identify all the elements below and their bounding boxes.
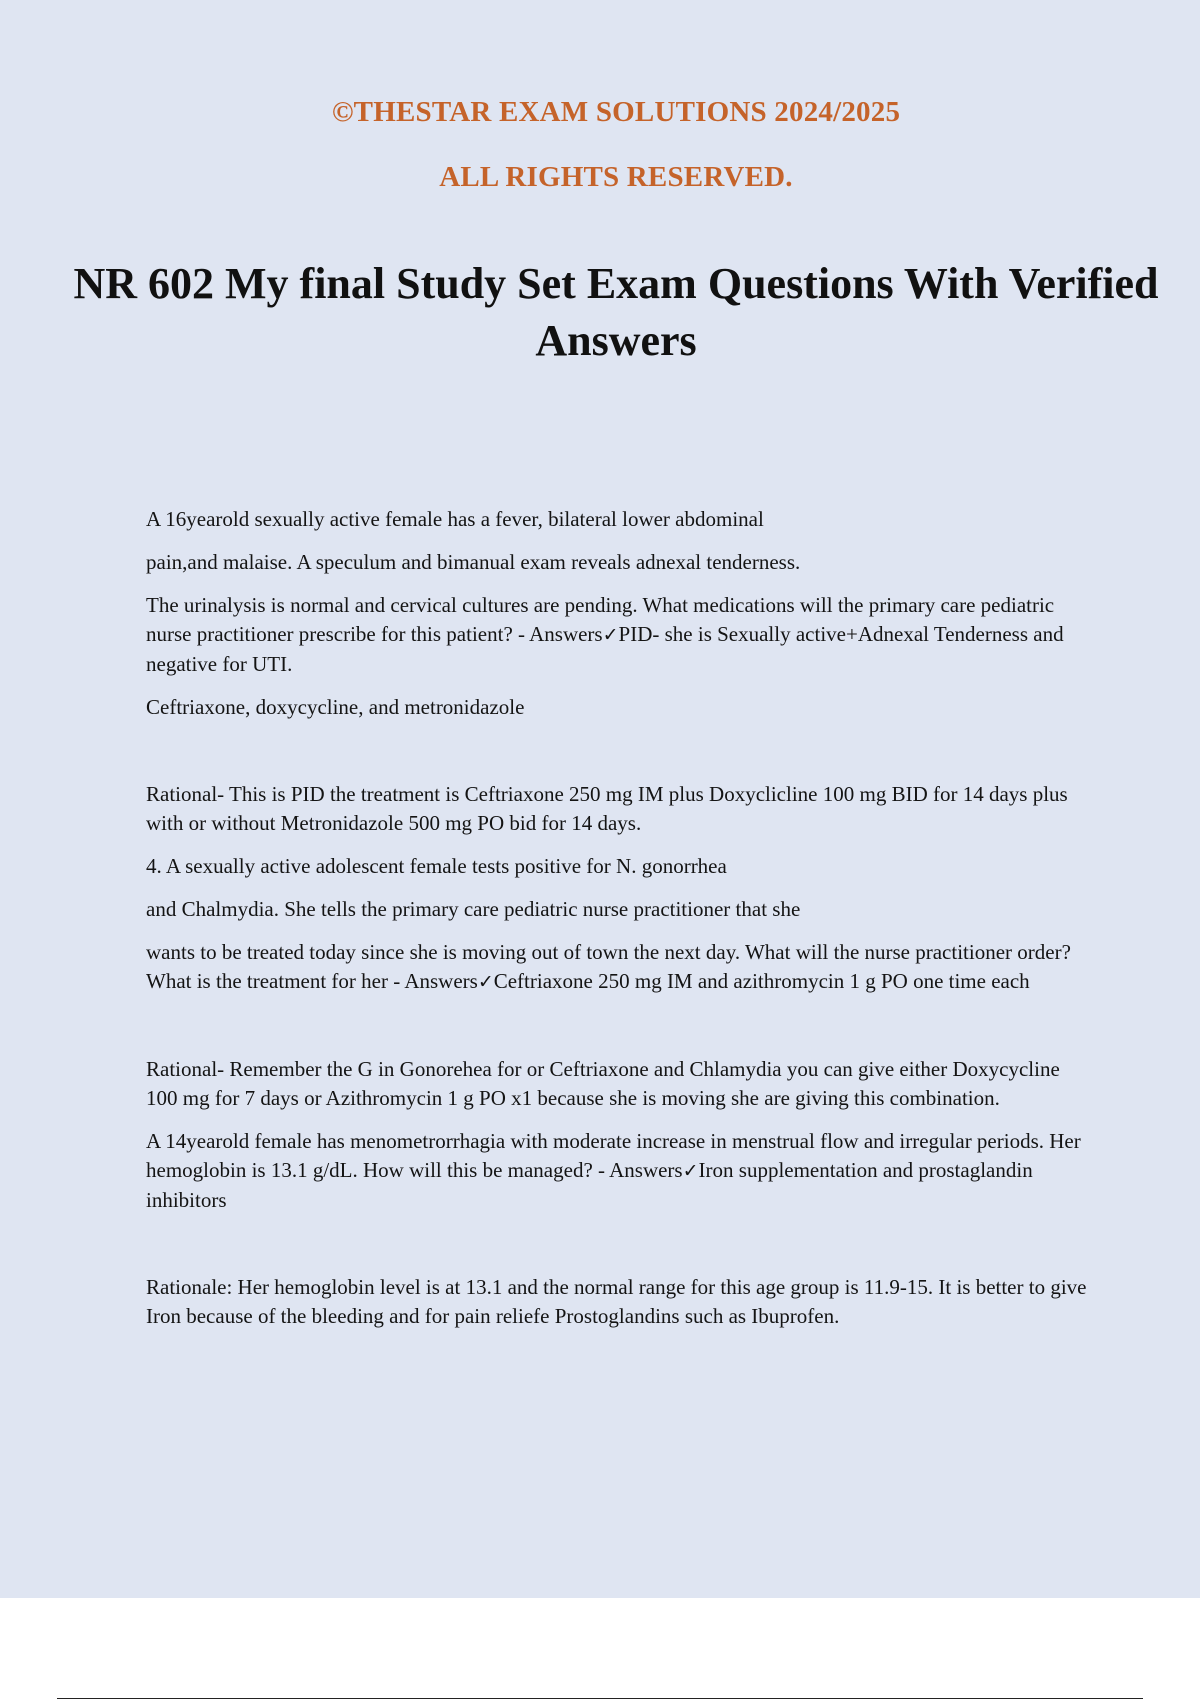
question-text: The urinalysis is normal and cervical cultures are pending. What medications will the primary care pediatric nurse practitioner prescribe for this patient? - Answers <box>146 593 1055 646</box>
question-paragraph <box>146 591 1096 679</box>
footer-divider <box>57 1698 1143 1699</box>
copyright-line: ©THESTAR EXAM SOLUTIONS 2024/2025 <box>331 96 901 128</box>
checkmark-icon: ✓ <box>682 1160 699 1182</box>
document-title: NR 602 My final Study Set Exam Questions With Verified Answers <box>73 259 1159 365</box>
question-text: A 14yearold female has menometrorrhagia with moderate increase in menstrual flow and irregular periods. Her hemoglobin is 13.1 g/dL. How will this be managed? - Answers <box>146 1129 1081 1182</box>
answer-text: Iron supplementation and prostaglandin inhibitors <box>146 1158 1033 1212</box>
answer-text: PID- she is Sexually active+Adnexal Tenderness and negative for UTI. <box>146 622 1064 676</box>
question-line: 4. A sexually active adolescent female tests positive for N. gonorrhea <box>146 854 727 878</box>
question-line: and Chalmydia. She tells the primary care pediatric nurse practitioner that she <box>146 897 801 921</box>
question-line: A 16yearold sexually active female has a fever, bilateral lower abdominal <box>146 507 764 531</box>
rights-reserved-line: ALL RIGHTS RESERVED. <box>439 161 793 193</box>
checkmark-icon: ✓ <box>477 971 494 993</box>
answer-text: Ceftriaxone 250 mg IM and azithromycin 1 g PO one time each <box>493 969 1030 993</box>
rationale-paragraph: Rationale: Her hemoglobin level is at 13.1 and the normal range for this age group is 11.9-15. It is better to give Iron because of the bleeding and for pain reliefe Prostoglandins such as Ibuprofen. <box>146 1275 1087 1328</box>
question-paragraph <box>146 1127 1096 1215</box>
question-paragraph <box>146 938 1096 997</box>
question-line: pain,and malaise. A speculum and bimanual exam reveals adnexal tenderness. <box>146 550 801 574</box>
checkmark-icon: ✓ <box>602 624 619 646</box>
rationale-paragraph: Rational- This is PID the treatment is Ceftriaxone 250 mg IM plus Doxyclicline 100 mg BID for 14 days plus with or without Metronidazole 500 mg PO bid for 14 days. <box>146 782 1068 835</box>
rationale-paragraph: Rational- Remember the G in Gonorehea for or Ceftriaxone and Chlamydia you can give either Doxycycline 100 mg for 7 days or Azithromycin 1 g PO x1 because she is moving she are giving this combination. <box>146 1057 1060 1110</box>
question-text: wants to be treated today since she is moving out of town the next day. What will the nurse practitioner order?What is the treatment for her - Answers <box>146 940 1071 993</box>
answer-line: Ceftriaxone, doxycycline, and metronidazole <box>146 695 525 719</box>
document-body <box>146 505 1096 1331</box>
